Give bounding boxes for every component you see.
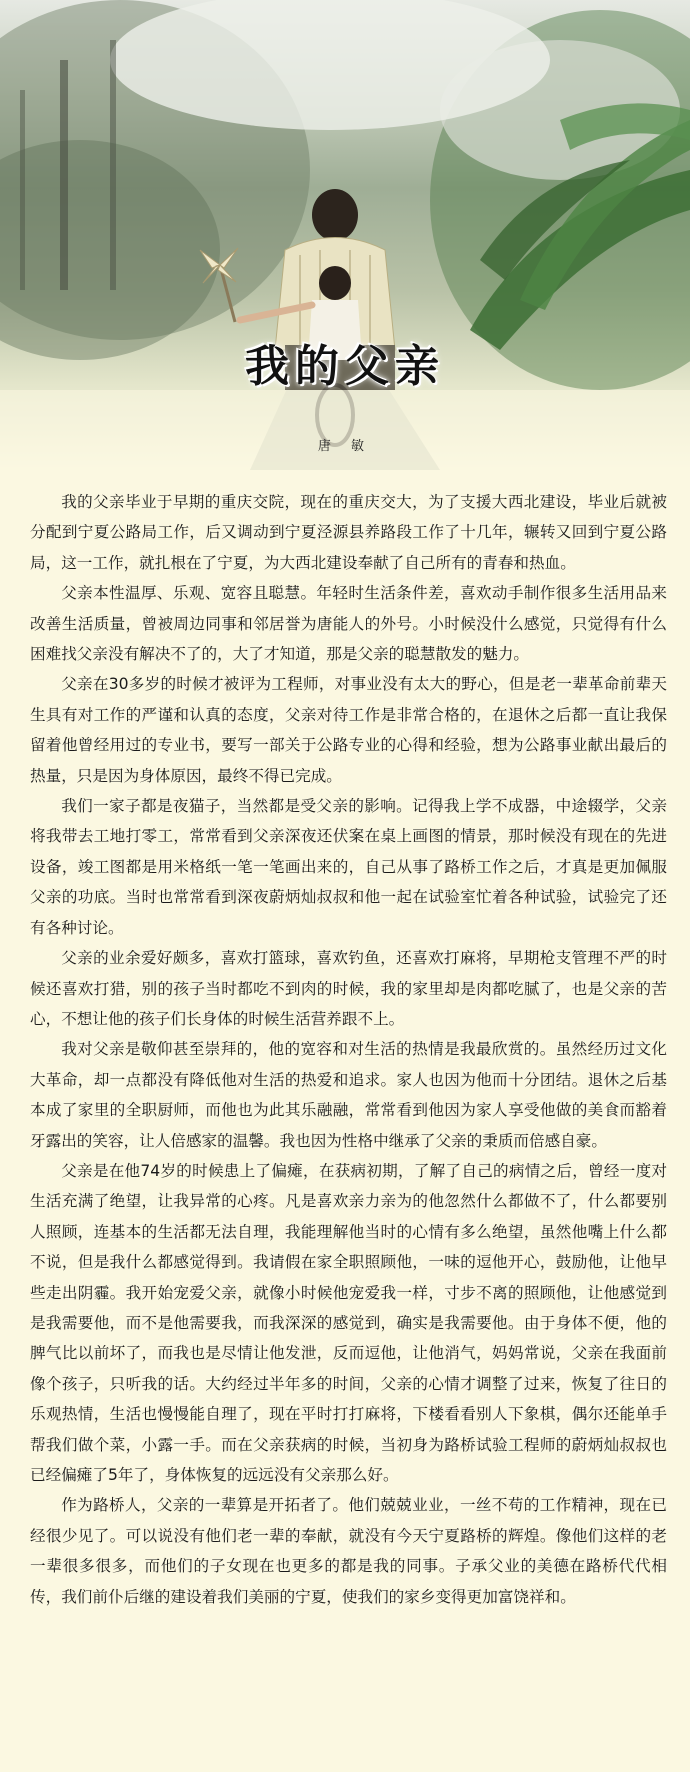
paragraph: 我的父亲毕业于早期的重庆交院，现在的重庆交大，为了支援大西北建设，毕业后就被分配到宁夏公路局工作，后又调动到宁夏泾源县养路段工作了十几年，辗转又回到宁夏公路局，这一工作，就扎根在了宁夏，为大西北建设奉献了自己所有的青春和热血。 — [30, 493, 667, 572]
page-title: 我的父亲 — [245, 341, 445, 392]
article-body — [30, 487, 667, 1612]
paragraph: 我对父亲是敬仰甚至崇拜的，他的宽容和对生活的热情是我最欣赏的。虽然经历过文化大革命，却一点都没有降低他对生活的热爱和追求。家人也因为他而十分团结。退休之后基本成了家里的全职厨师，而他也为此其乐融融，常常看到他因为家人享受他做的美食而豁着牙露出的笑容，让人倍感家的温馨。我也因为性格中继承了父亲的秉质而倍感自豪。 — [30, 1040, 667, 1150]
father-son-bicycle-illustration — [0, 0, 690, 470]
paragraph: 父亲在30多岁的时候才被评为工程师，对事业没有太大的野心，但是老一辈革命前辈天生具有对工作的严谨和认真的态度，父亲对待工作是非常合格的，在退休之后都一直让我保留着他曾经用过的专业书，要写一部关于公路专业的心得和经验，想为公路事业献出最后的热量，只是因为身体原因，最终不得已完成。 — [30, 675, 667, 785]
paragraph: 我们一家子都是夜猫子，当然都是受父亲的影响。记得我上学不成器，中途辍学，父亲将我带去工地打零工，常常看到父亲深夜还伏案在桌上画图的情景，那时候没有现在的先进设备，竣工图都是用米格纸一笔一笔画出来的，自己从事了路桥工作之后，才真是更加佩服父亲的功底。当时也常常看到深夜蔚炳灿叔叔和他一起在试验室忙着各种试验，试验完了还有各种讨论。 — [30, 797, 667, 937]
paragraph: 作为路桥人，父亲的一辈算是开拓者了。他们兢兢业业，一丝不苟的工作精神，现在已经很少见了。可以说没有他们老一辈的奉献，就没有今天宁夏路桥的辉煌。像他们这样的老一辈很多很多，而他们的子女现在也更多的都是我的同事。子承父业的美德在路桥代代相传，我们前仆后继的建设着我们美丽的宁夏，使我们的家乡变得更加富饶祥和。 — [30, 1496, 667, 1606]
author-name: 唐 敏 — [317, 439, 373, 454]
header-photo — [0, 0, 690, 470]
paragraph: 父亲的业余爱好颇多，喜欢打篮球，喜欢钓鱼，还喜欢打麻将，早期枪支管理不严的时候还喜欢打猎，别的孩子当时都吃不到肉的时候，我的家里却是肉都吃腻了，也是父亲的苦心，不想让他的孩子们长身体的时候生活营养跟不上。 — [30, 949, 667, 1028]
paragraph: 父亲是在他74岁的时候患上了偏瘫，在获病初期，了解了自己的病情之后，曾经一度对生活充满了绝望，让我异常的心疼。凡是喜欢亲力亲为的他忽然什么都做不了，什么都要别人照顾，连基本的生活都无法自理，我能理解他当时的心情有多么绝望，虽然他嘴上什么都不说，但是我什么都感觉得到。我请假在家全职照顾他，一味的逗他开心，鼓励他，让他早些走出阴霾。我开始宠爱父亲，就像小时候他宠爱我一样，寸步不离的照顾他，让他感觉到是我需要他，而不是他需要我，而我深深的感觉到，确实是我需要他。由于身体不便，他的脾气比以前坏了，而我也是尽情让他发泄，反而逗他，让他消气，妈妈常说，父亲在我面前像个孩子，只听我的话。大约经过半年多的时间，父亲的心情才调整了过来，恢复了往日的乐观热情，生活也慢慢能自理了，现在平时打打麻将，下楼看看别人下象棋，偶尔还能单手帮我们做个菜，小露一手。而在父亲获病的时候，当初身为路桥试验工程师的蔚炳灿叔叔也已经偏瘫了5年了，身体恢复的远远没有父亲那么好。 — [30, 1161, 667, 1484]
paragraph: 父亲本性温厚、乐观、宽容且聪慧。年轻时生活条件差，喜欢动手制作很多生活用品来改善生活质量，曾被周边同事和邻居誉为唐能人的外号。小时候没什么感觉，只觉得有什么困难找父亲没有解决不了的，大了才知道，那是父亲的聪慧散发的魅力。 — [30, 584, 667, 664]
